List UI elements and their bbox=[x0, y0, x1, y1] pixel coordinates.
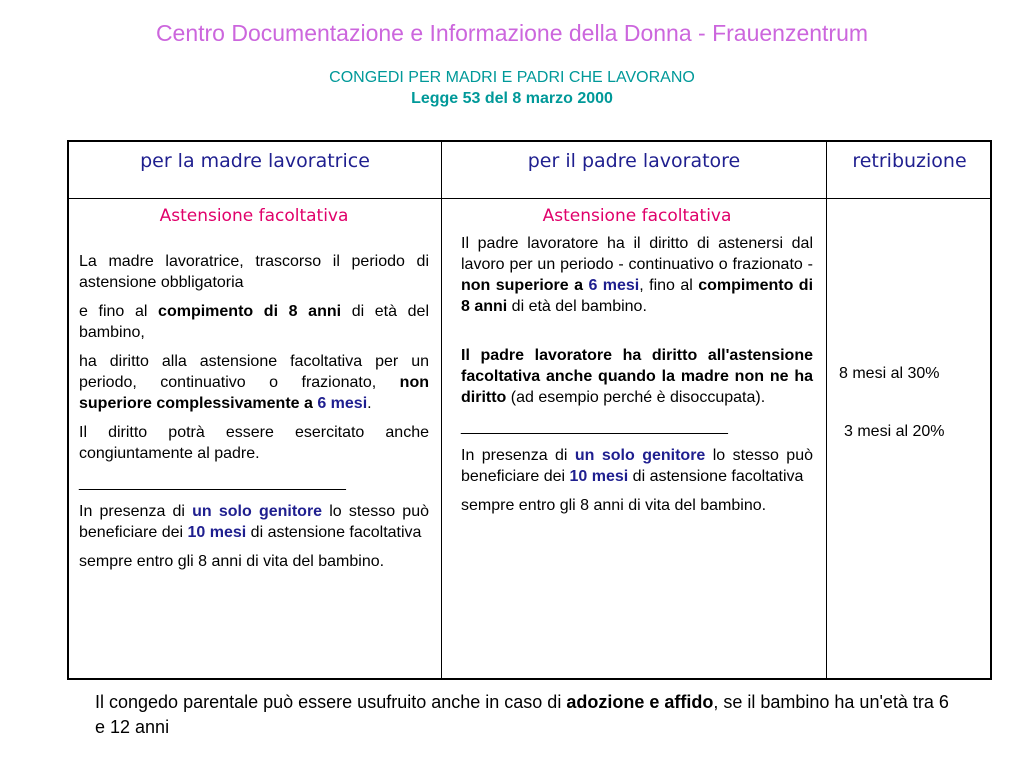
law-reference: Legge 53 del 8 marzo 2000 bbox=[411, 90, 613, 107]
column-header-pay: retribuzione bbox=[852, 150, 967, 172]
pay-rate: 3 mesi al 20% bbox=[844, 423, 945, 440]
column-divider bbox=[826, 142, 827, 678]
subtitle bbox=[0, 67, 1024, 109]
paragraph: Il padre lavoratore ha il diritto di astenersi dal lavoro per un periodo - continuativo o frazionato - non superiore a 6 mesi, fino al compimento di 8 anni di età del bambino. bbox=[461, 235, 814, 315]
subtitle-line: CONGEDI PER MADRI E PADRI CHE LAVORANO bbox=[329, 69, 695, 86]
paragraph: e fino al compimento di 8 anni di età del bambino, bbox=[79, 303, 429, 341]
paragraph: In presenza di un solo genitore lo stesso può beneficiare dei 10 mesi di astensione facoltativa bbox=[79, 503, 430, 541]
column-divider bbox=[441, 142, 442, 678]
paragraph: Il padre lavoratore ha diritto all'astensione facoltativa anche quando la madre non ne ha diritto (ad esempio perché è disoccupata). bbox=[461, 347, 813, 406]
paragraph: sempre entro gli 8 anni di vita del bambino. bbox=[461, 497, 767, 514]
paragraph: In presenza di un solo genitore lo stesso può beneficiare dei 10 mesi di astensione facoltativa bbox=[461, 447, 814, 485]
leave-table bbox=[67, 140, 992, 680]
section-title: Astensione facoltativa bbox=[159, 206, 349, 226]
paragraph: Il diritto potrà essere esercitato anche congiuntamente al padre. bbox=[79, 424, 429, 462]
section-title: Astensione facoltativa bbox=[542, 206, 732, 226]
divider-line: ______________________________ bbox=[79, 474, 346, 491]
divider-line: ______________________________ bbox=[461, 418, 728, 435]
mother-cell bbox=[79, 206, 429, 580]
footer-note: Il congedo parentale può essere usufruito anche in caso di adozione e affido, se il bambino ha un'età tra 6 e 12 anni bbox=[95, 692, 949, 737]
father-cell bbox=[461, 206, 813, 524]
pay-rate: 8 mesi al 30% bbox=[839, 365, 940, 382]
page-title: Centro Documentazione e Informazione della Donna - Frauenzentrum bbox=[155, 20, 869, 46]
paragraph: sempre entro gli 8 anni di vita del bambino. bbox=[79, 553, 385, 570]
paragraph: La madre lavoratrice, trascorso il periodo di astensione obbligatoria bbox=[79, 253, 429, 291]
paragraph: ha diritto alla astensione facoltativa per un periodo, continuativo o frazionato, non superiore complessivamente a 6 mesi. bbox=[79, 353, 429, 412]
header-divider bbox=[69, 198, 990, 199]
column-header-mother: per la madre lavoratrice bbox=[140, 150, 370, 172]
column-header-father: per il padre lavoratore bbox=[527, 150, 741, 172]
